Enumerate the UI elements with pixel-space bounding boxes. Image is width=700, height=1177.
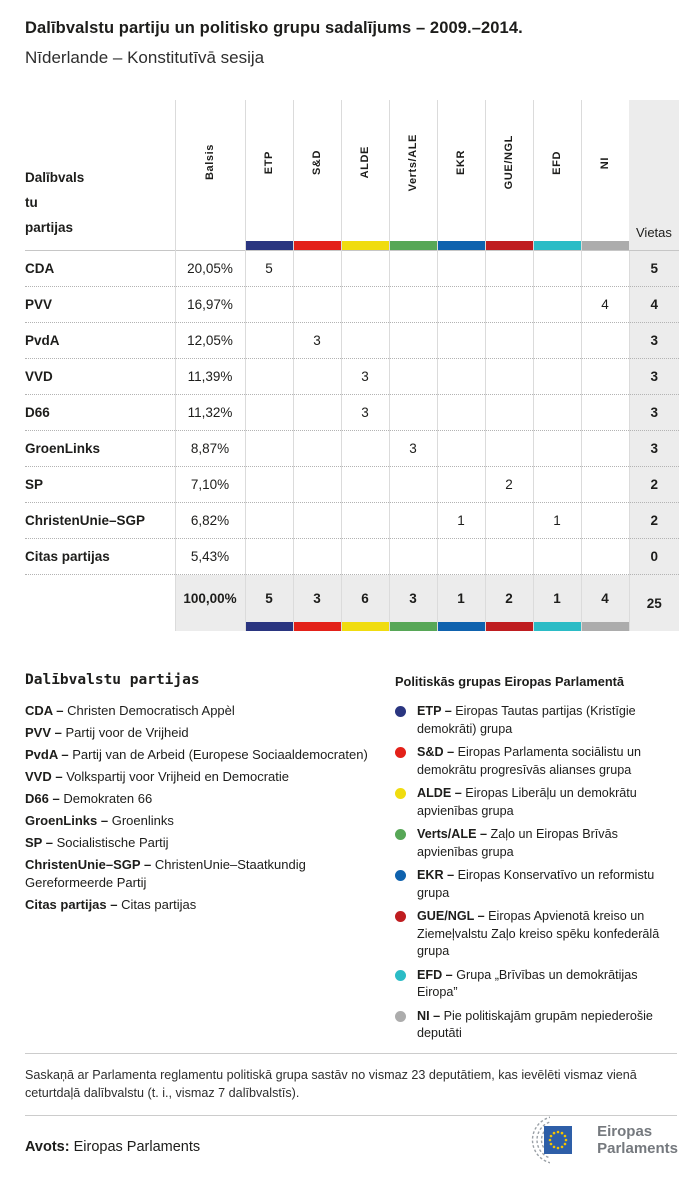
col-header-verts-ale [389, 100, 437, 251]
seat-cell: 4 [581, 287, 629, 323]
seat-cell [245, 395, 293, 431]
seats-total-cell [581, 575, 629, 632]
party-name-cell: PVV [25, 287, 175, 323]
seat-cell [245, 503, 293, 539]
seat-cell [485, 395, 533, 431]
logo-text-line1: Eiropas [597, 1123, 653, 1140]
group-color-dot [395, 706, 406, 717]
vietas-cell: 2 [629, 467, 679, 503]
seat-cell: 1 [533, 503, 581, 539]
source-value: Eiropas Parlaments [69, 1139, 201, 1155]
party-name-cell: VVD [25, 359, 175, 395]
legend-groups-title: Politiskās grupas Eiropas Parlamentā [395, 674, 625, 689]
seats-total-cell [533, 575, 581, 632]
group-header-label: NI [599, 156, 612, 169]
group-code: ALDE – [417, 786, 462, 800]
seats-total-value: 1 [553, 591, 561, 606]
group-description [417, 867, 681, 902]
group-color-bar [438, 622, 485, 631]
seats-total-value: 3 [409, 591, 417, 606]
group-color-bar [582, 622, 629, 631]
group-description [417, 967, 681, 1002]
group-color-dot [395, 829, 406, 840]
party-name-cell: ChristenUnie–SGP [25, 503, 175, 539]
table-row [25, 287, 679, 323]
party-code: PVV – [25, 725, 62, 740]
seat-cell [293, 359, 341, 395]
seat-cell [437, 539, 485, 575]
party-code: VVD – [25, 769, 63, 784]
party-header-line: tu [25, 195, 38, 210]
group-code: GUE/NGL – [417, 909, 485, 923]
legend-item [25, 812, 387, 830]
group-full-name: Grupa „Brīvības un demokrātijas Eiropa” [417, 967, 638, 999]
group-code: EFD – [417, 967, 453, 982]
seat-cell [389, 467, 437, 503]
group-full-name: Eiropas Parlamenta sociālistu un demokrātu progresīvās alianses grupa [417, 745, 641, 777]
seat-cell [533, 287, 581, 323]
group-color-bar [246, 241, 293, 250]
legend-parties-title: Dalībvalstu partijas [25, 672, 200, 688]
group-color-bar [486, 622, 533, 631]
seat-cell [389, 395, 437, 431]
seat-cell [485, 431, 533, 467]
group-color-dot [395, 911, 406, 922]
seat-cell [389, 503, 437, 539]
seats-total-value: 6 [361, 591, 369, 606]
group-full-name: Zaļo un Eiropas Brīvās apvienības grupa [417, 827, 618, 859]
seat-cell [341, 503, 389, 539]
legend-item [395, 744, 681, 779]
party-code: SP – [25, 835, 53, 850]
seat-cell [485, 323, 533, 359]
seat-cell [485, 287, 533, 323]
legend-item [25, 790, 387, 808]
seats-total-value: 2 [505, 591, 513, 606]
party-name-cell: PvdA [25, 323, 175, 359]
legend-item [395, 908, 681, 961]
seat-cell [437, 431, 485, 467]
table-row [25, 467, 679, 503]
hemicycle-icon [504, 1114, 590, 1166]
col-header-balsis [175, 100, 245, 251]
seat-cell [245, 287, 293, 323]
group-full-name: Pie politiskajām grupām nepiederošie deputāti [417, 1008, 653, 1040]
seats-total-cell [485, 575, 533, 632]
page-subtitle: Nīderlande – Konstitutīvā sesija [25, 48, 265, 67]
votes-cell: 7,10% [175, 467, 245, 503]
seat-cell [293, 503, 341, 539]
seat-cell [293, 251, 341, 287]
group-description [417, 703, 681, 738]
seat-cell [581, 395, 629, 431]
seat-cell [293, 395, 341, 431]
ep-logo [504, 1114, 678, 1166]
seats-table [25, 100, 679, 631]
seats-total-cell [245, 575, 293, 632]
table-row [25, 323, 679, 359]
legend-item [25, 856, 387, 891]
party-code: PvdA – [25, 747, 69, 762]
seats-total-cell [437, 575, 485, 632]
seat-cell [437, 251, 485, 287]
seat-cell [533, 395, 581, 431]
col-header-vietas [629, 100, 679, 251]
seat-cell [389, 287, 437, 323]
source-line [25, 1139, 200, 1155]
table-row [25, 431, 679, 467]
seat-cell [389, 539, 437, 575]
seat-cell [485, 539, 533, 575]
vietas-total-cell: 25 [629, 575, 679, 632]
vietas-cell: 3 [629, 323, 679, 359]
seat-cell [245, 359, 293, 395]
seat-cell [389, 251, 437, 287]
seats-total-cell [293, 575, 341, 632]
seat-cell [341, 287, 389, 323]
party-code: CDA – [25, 703, 64, 718]
seat-cell [533, 359, 581, 395]
party-code: Citas partijas – [25, 896, 118, 912]
seat-cell: 3 [341, 395, 389, 431]
vietas-cell: 2 [629, 503, 679, 539]
group-color-bar [246, 622, 293, 631]
table-total-row [25, 575, 679, 632]
group-full-name: Eiropas Liberāļu un demokrātu apvienības grupa [417, 786, 637, 818]
seats-total-cell [389, 575, 437, 632]
table-row [25, 539, 679, 575]
group-description [417, 785, 681, 820]
table-row [25, 395, 679, 431]
group-header-label: ETP [263, 150, 275, 175]
seat-cell [581, 431, 629, 467]
party-full-name: Partij van de Arbeid (Europese Sociaaldemocraten) [72, 747, 368, 762]
party-full-name: Groenlinks [111, 813, 174, 828]
group-header-label: EFD [551, 150, 563, 175]
party-full-name: Christen Democratisch Appèl [67, 703, 235, 718]
seat-cell [581, 503, 629, 539]
party-name-cell: GroenLinks [25, 431, 175, 467]
party-full-name: Partij voor de Vrijheid [65, 725, 189, 740]
group-full-name: Eiropas Tautas partijas (Kristīgie demokrāti) grupa [417, 704, 636, 736]
col-header-ekr [437, 100, 485, 251]
group-code: EKR – [417, 868, 455, 882]
party-full-name: ChristenUnie–Staatkundig Gereformeerde Partij [25, 857, 306, 890]
group-description [417, 826, 681, 861]
seats-total-value: 5 [265, 591, 273, 606]
seats-total-value: 1 [457, 591, 465, 606]
seat-cell [581, 539, 629, 575]
seat-cell [533, 467, 581, 503]
legend-item [25, 896, 387, 914]
vietas-cell: 3 [629, 395, 679, 431]
votes-cell: 11,39% [175, 359, 245, 395]
group-color-bar [294, 622, 341, 631]
seat-cell [581, 251, 629, 287]
legend-item [25, 702, 387, 720]
legend-item [25, 834, 387, 852]
group-header-label: ALDE [359, 146, 371, 179]
group-color-bar [294, 241, 341, 250]
seat-cell [341, 431, 389, 467]
seat-cell [293, 467, 341, 503]
party-name-cell: SP [25, 467, 175, 503]
party-code: ChristenUnie–SGP – [25, 857, 152, 872]
page-header [25, 19, 675, 68]
group-description [417, 1008, 681, 1043]
seats-total-value: 4 [601, 591, 609, 606]
votes-cell: 6,82% [175, 503, 245, 539]
seat-cell [581, 467, 629, 503]
party-code: D66 – [25, 791, 60, 806]
party-header-line: Dalībvals [25, 170, 85, 185]
votes-cell: 11,32% [175, 395, 245, 431]
group-color-bar [342, 622, 389, 631]
seat-cell [437, 359, 485, 395]
seat-cell [581, 323, 629, 359]
votes-cell: 5,43% [175, 539, 245, 575]
group-code: S&D – [417, 745, 455, 759]
seat-cell [341, 323, 389, 359]
group-color-bar [534, 622, 581, 631]
seat-cell: 1 [437, 503, 485, 539]
col-header-ni [581, 100, 629, 251]
seat-cell [245, 539, 293, 575]
legend-item [25, 746, 387, 764]
votes-cell: 8,87% [175, 431, 245, 467]
vietas-header-label: Vietas [636, 225, 672, 240]
seat-cell [245, 431, 293, 467]
group-color-dot [395, 1011, 406, 1022]
legend-item [395, 867, 681, 902]
group-full-name: Eiropas Apvienotā kreiso un Ziemeļvalstu Zaļo kreiso spēku konfederālā grupa [417, 909, 660, 958]
table-header-row [25, 100, 679, 251]
group-header-label: EKR [455, 149, 467, 176]
group-color-bar [342, 241, 389, 250]
votes-total-cell: 100,00% [175, 575, 245, 632]
party-name-cell: Citas partijas [25, 539, 175, 575]
seat-cell: 5 [245, 251, 293, 287]
seat-cell: 3 [389, 431, 437, 467]
group-color-bar [438, 241, 485, 250]
legend-item [395, 1008, 681, 1043]
seat-cell [533, 539, 581, 575]
group-color-bar [582, 241, 630, 250]
votes-cell: 12,05% [175, 323, 245, 359]
seat-cell [533, 431, 581, 467]
party-code: GroenLinks – [25, 813, 109, 828]
table-row [25, 359, 679, 395]
col-header-gue-ngl [485, 100, 533, 251]
seat-cell [341, 539, 389, 575]
eu-flag-icon [544, 1126, 572, 1154]
vietas-cell: 3 [629, 359, 679, 395]
vietas-cell: 0 [629, 539, 679, 575]
legend-item [25, 724, 387, 742]
group-header-label: GUE/NGL [503, 135, 515, 190]
group-color-bar [390, 622, 437, 631]
votes-cell: 20,05% [175, 251, 245, 287]
seat-cell [485, 503, 533, 539]
seat-cell [389, 323, 437, 359]
table-row [25, 251, 679, 287]
seat-cell [437, 467, 485, 503]
seat-cell [245, 467, 293, 503]
group-color-bar [390, 241, 437, 250]
legend-parties [25, 672, 387, 918]
seat-cell [485, 359, 533, 395]
group-color-bar [534, 241, 581, 250]
votes-cell: 16,97% [175, 287, 245, 323]
col-header-etp [245, 100, 293, 251]
seat-cell [293, 431, 341, 467]
seat-cell [581, 359, 629, 395]
source-label: Avots: [25, 1139, 70, 1155]
seat-cell [293, 539, 341, 575]
party-name-cell: D66 [25, 395, 175, 431]
vietas-cell: 4 [629, 287, 679, 323]
group-color-dot [395, 870, 406, 881]
group-header-label: S&D [311, 149, 323, 176]
seat-cell: 3 [293, 323, 341, 359]
seat-cell [533, 251, 581, 287]
seat-cell [389, 359, 437, 395]
logo-text [597, 1123, 678, 1157]
group-color-dot [395, 788, 406, 799]
page-title: Dalībvalstu partiju un politisko grupu sadalījums – 2009.–2014. [25, 19, 523, 37]
seat-cell [485, 251, 533, 287]
seat-cell: 3 [341, 359, 389, 395]
party-full-name: Volkspartij voor Vrijheid en Democratie [66, 769, 289, 784]
col-header-sd [293, 100, 341, 251]
party-name-cell: CDA [25, 251, 175, 287]
col-header-alde [341, 100, 389, 251]
seat-cell [437, 287, 485, 323]
seat-cell [293, 287, 341, 323]
col-header-party [25, 100, 175, 251]
col-header-efd [533, 100, 581, 251]
legend-item [395, 967, 681, 1002]
group-code: NI – [417, 1008, 441, 1023]
group-code: Verts/ALE – [417, 827, 487, 841]
table-row [25, 503, 679, 539]
legend-item [395, 703, 681, 738]
seat-cell [437, 323, 485, 359]
seat-cell: 2 [485, 467, 533, 503]
party-full-name: Socialistische Partij [56, 835, 169, 850]
total-empty-cell [25, 575, 175, 632]
party-header-line: partijas [25, 220, 74, 235]
group-description [417, 744, 681, 779]
group-header-label: Verts/ALE [407, 133, 419, 192]
group-description [417, 908, 681, 961]
legend-item [25, 768, 387, 786]
seats-total-value: 3 [313, 591, 321, 606]
group-color-dot [395, 747, 406, 758]
footnote: Saskaņā ar Parlamenta reglamentu politiskā grupa sastāv no vismaz 23 deputātiem, kas ievēlēti vismaz vienā ceturtdaļā dalībvalstu (t. i., vismaz 7 dalībvalstīs). [25, 1053, 677, 1116]
seat-cell [437, 395, 485, 431]
group-color-dot [395, 970, 406, 981]
party-full-name: Demokraten 66 [63, 791, 153, 806]
seat-cell [245, 323, 293, 359]
legend-groups [395, 674, 681, 1049]
vietas-cell: 5 [629, 251, 679, 287]
group-code: ETP – [417, 704, 452, 718]
seats-total-cell [341, 575, 389, 632]
legend-item [395, 826, 681, 861]
legend-item [395, 785, 681, 820]
seat-cell [533, 323, 581, 359]
balsis-header-label: Balsis [204, 144, 216, 181]
group-full-name: Eiropas Konservatīvo un reformistu grupa [417, 868, 655, 900]
group-color-bar [486, 241, 533, 250]
vietas-cell: 3 [629, 431, 679, 467]
seat-cell [341, 467, 389, 503]
seat-cell [341, 251, 389, 287]
logo-text-line2: Parlaments [597, 1140, 678, 1157]
party-full-name: Citas partijas [121, 896, 197, 912]
